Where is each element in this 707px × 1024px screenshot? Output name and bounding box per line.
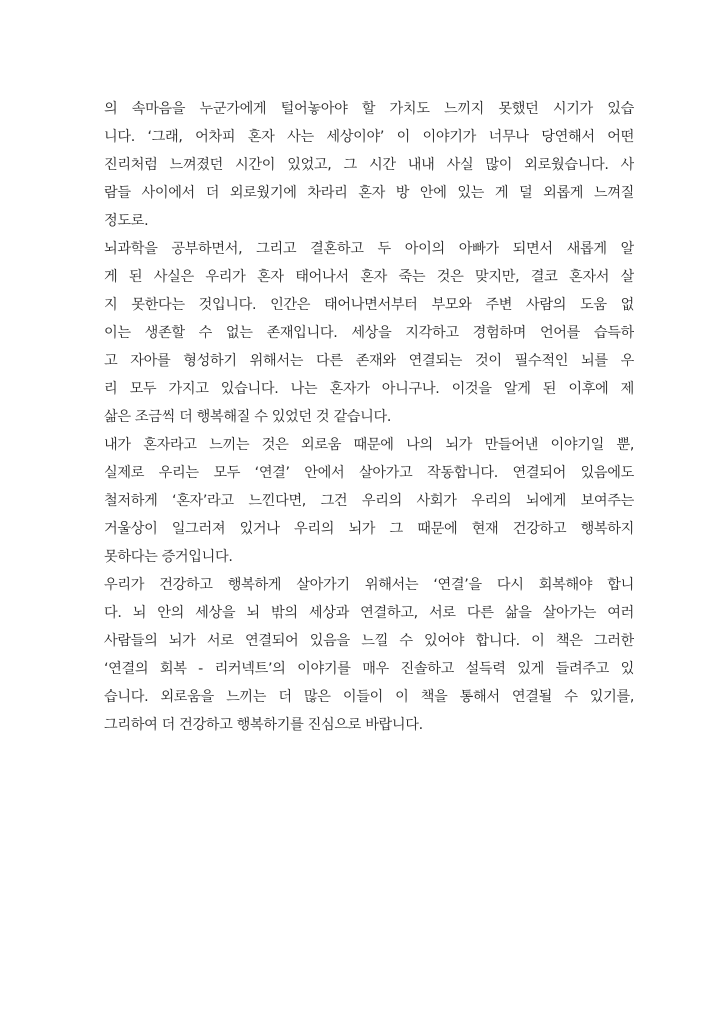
text-line: 이는 생존할 수 없는 존재입니다. 세상을 지각하고 경험하며 언어를 습득하 — [104, 325, 634, 341]
text-line: 뇌과학을 공부하면서, 그리고 결혼하고 두 아이의 아빠가 되면서 새롭게 알 — [104, 241, 634, 257]
text-line: 의 속마음을 누군가에게 털어놓아야 할 가치도 느끼지 못했던 시기가 있습 — [104, 101, 634, 117]
paragraph — [104, 95, 634, 235]
text-line: ‘연결의 회복 - 리커넥트’의 이야기를 매우 진솔하고 설득력 있게 들려주고 있 — [104, 661, 634, 677]
text-line: 리 모두 가지고 있습니다. 나는 혼자가 아니구나. 이것을 알게 된 이후에 제 — [104, 381, 634, 397]
text-line: 진리처럼 느껴졌던 시간이 있었고, 그 시간 내내 사실 많이 외로웠습니다. 사 — [104, 157, 634, 173]
paragraph — [104, 431, 634, 571]
text-line: 내가 혼자라고 느끼는 것은 외로움 때문에 나의 뇌가 만들어낸 이야기일 뿐, — [104, 437, 634, 453]
text-line: 우리가 건강하고 행복하게 살아가기 위해서는 ‘연결’을 다시 회복해야 합니 — [104, 577, 634, 593]
text-line: 다. 뇌 안의 세상을 뇌 밖의 세상과 연결하고, 서로 다른 삶을 살아가는 여러 — [104, 605, 634, 621]
text-line: 사람들의 뇌가 서로 연결되어 있음을 느낄 수 있어야 합니다. 이 책은 그러한 — [104, 633, 634, 649]
text-line: 고 자아를 형성하기 위해서는 다른 존재와 연결되는 것이 필수적인 뇌를 우 — [104, 353, 634, 369]
text-line: 지 못한다는 것입니다. 인간은 태어나면서부터 부모와 주변 사람의 도움 없 — [104, 297, 634, 313]
text-line: 게 된 사실은 우리가 혼자 태어나서 혼자 죽는 것은 맞지만, 결코 혼자서 살 — [104, 269, 634, 285]
text-line: 람들 사이에서 더 외로웠기에 차라리 혼자 방 안에 있는 게 덜 외롭게 느껴질 — [104, 185, 634, 201]
text-line: 습니다. 외로움을 느끼는 더 많은 이들이 이 책을 통해서 연결될 수 있기를, — [104, 689, 634, 705]
text-line: 삶은 조금씩 더 행복해질 수 있었던 것 같습니다. — [104, 409, 392, 425]
text-line: 철저하게 ‘혼자’라고 느낀다면, 그건 우리의 사회가 우리의 뇌에게 보여주는 — [104, 493, 634, 509]
text-line: 그리하여 더 건강하고 행복하기를 진심으로 바랍니다. — [104, 717, 423, 733]
text-line: 니다. ‘그래, 어차피 혼자 사는 세상이야’ 이 이야기가 너무나 당연해서 어떤 — [104, 129, 634, 145]
paragraph — [104, 571, 634, 739]
text-line: 거울상이 일그러져 있거나 우리의 뇌가 그 때문에 현재 건강하고 행복하지 — [104, 521, 634, 537]
paragraph — [104, 235, 634, 431]
body-text — [104, 95, 634, 739]
text-line: 정도로. — [104, 213, 149, 229]
text-line: 못하다는 증거입니다. — [104, 549, 233, 565]
text-line: 실제로 우리는 모두 ‘연결’ 안에서 살아가고 작동합니다. 연결되어 있음에도 — [104, 465, 634, 481]
